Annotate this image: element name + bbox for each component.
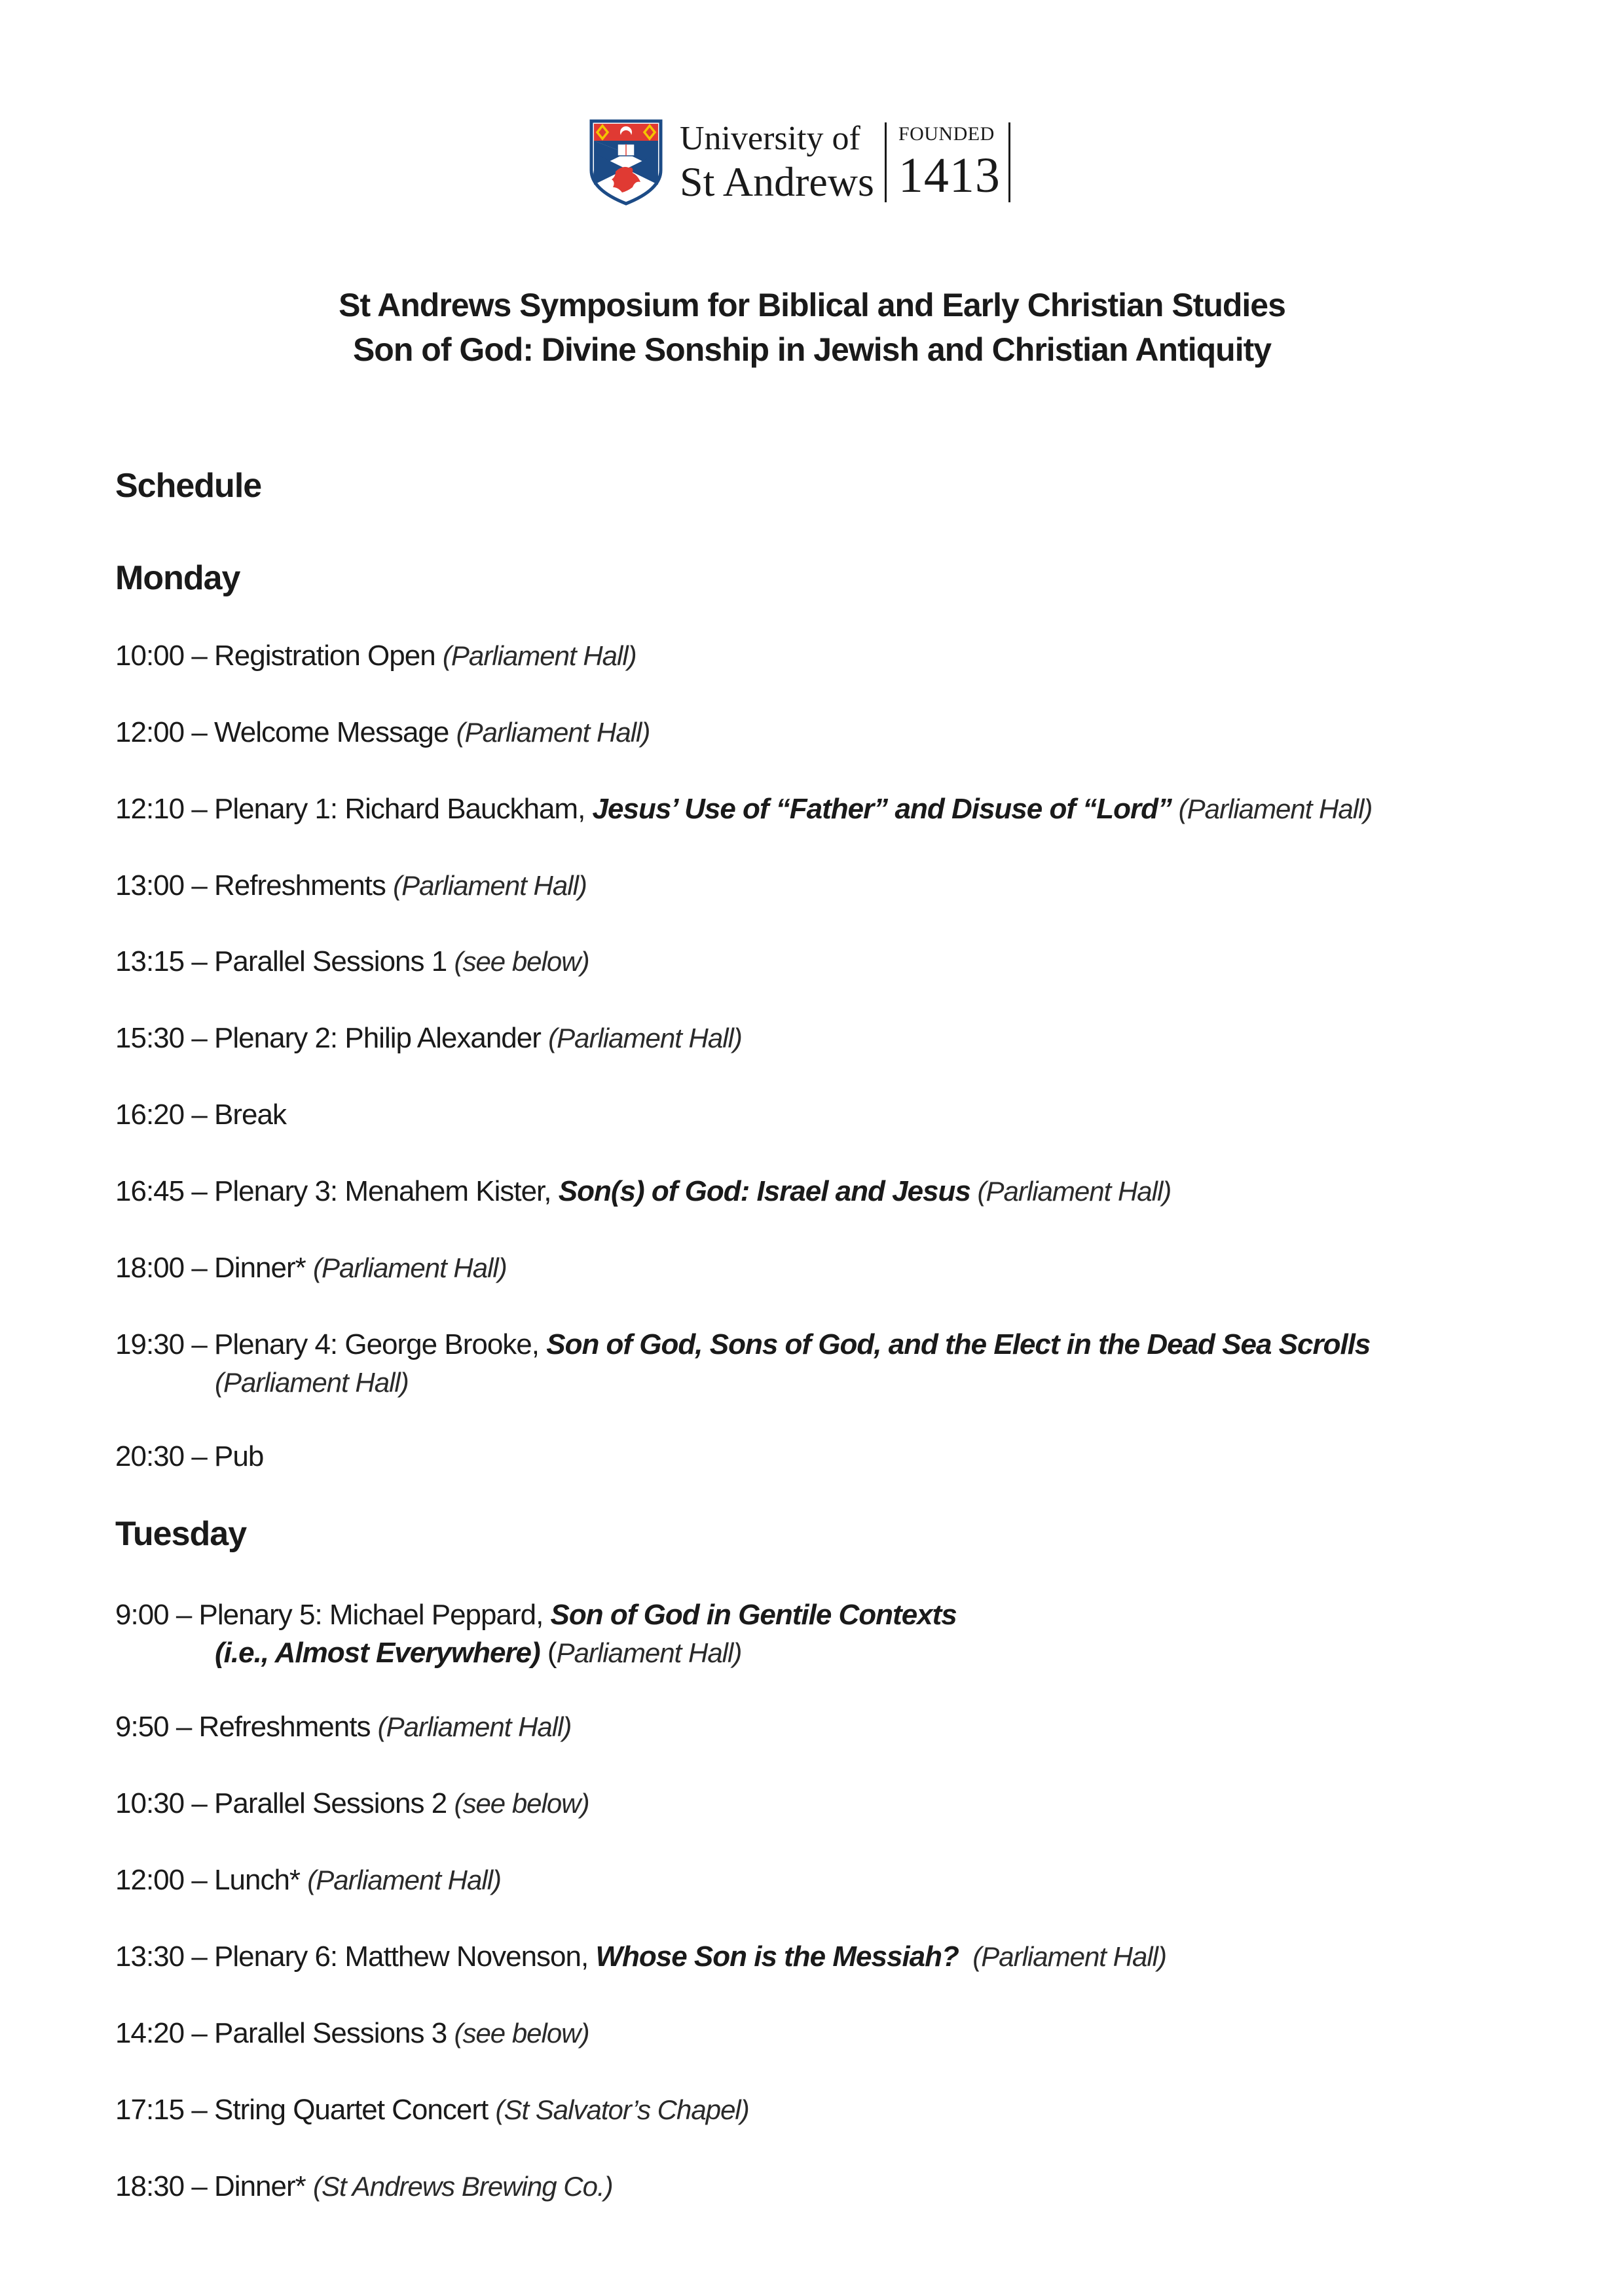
time-event: 12:00 – Welcome Message	[115, 716, 456, 748]
schedule-item	[115, 1249, 507, 1287]
university-logo	[589, 117, 1010, 208]
time-event: 17:15 – String Quartet Concert	[115, 2094, 496, 2126]
logo-divider-end	[1008, 122, 1010, 202]
talk-title: Son of God, Sons of God, and the Elect in the Dead Sea Scrolls	[546, 1328, 1371, 1360]
paren-open: (	[540, 1637, 557, 1669]
schedule-item	[115, 867, 587, 905]
time-event: 18:00 – Dinner*	[115, 1252, 313, 1284]
location: (Parliament Hall)	[958, 1941, 1166, 1972]
university-name-line1: University of	[680, 120, 860, 157]
time-event: 15:30 – Plenary 2: Philip Alexander	[115, 1022, 549, 1054]
time-event: 16:45 – Plenary 3: Menahem Kister,	[115, 1175, 559, 1207]
location: (Parliament Hall)	[970, 1176, 1172, 1207]
time-event: 14:20 – Parallel Sessions 3	[115, 2017, 454, 2049]
schedule-item	[115, 714, 650, 752]
schedule-item	[115, 2014, 589, 2052]
founded-block	[898, 123, 1001, 203]
talk-title: Son of God in Gentile Contexts	[550, 1599, 957, 1631]
talk-title: Jesus’ Use of “Father” and Disuse of “Lord”	[592, 793, 1172, 825]
university-crest-icon	[589, 119, 663, 206]
schedule-item	[115, 1096, 286, 1134]
document-title	[0, 283, 1624, 372]
time-event: 9:50 – Refreshments	[115, 1711, 378, 1743]
logo-divider	[885, 122, 887, 202]
location: (St Andrews Brewing Co.)	[313, 2171, 613, 2202]
day-heading-monday: Monday	[115, 559, 240, 597]
time-event: 10:00 – Registration Open	[115, 640, 443, 672]
time-event: 18:30 – Dinner*	[115, 2170, 313, 2202]
location: (Parliament Hall)	[548, 1023, 742, 1053]
time-event: 10:30 – Parallel Sessions 2	[115, 1787, 454, 1819]
founded-label: FOUNDED	[898, 123, 995, 145]
schedule-item	[115, 1173, 1171, 1211]
day-heading-tuesday: Tuesday	[115, 1515, 247, 1553]
talk-title: Son(s) of God: Israel and Jesus	[558, 1175, 970, 1207]
schedule-item	[115, 2168, 613, 2206]
time-event: 13:00 – Refreshments	[115, 869, 394, 902]
schedule-heading: Schedule	[115, 467, 262, 505]
schedule-item	[115, 1938, 1166, 1976]
time-event: 20:30 – Pub	[115, 1440, 264, 1472]
talk-title-continued: (i.e., Almost Everywhere)	[215, 1637, 540, 1669]
time-event: 13:15 – Parallel Sessions 1	[115, 945, 454, 977]
title-line-1: St Andrews Symposium for Biblical and Early Christian Studies	[339, 287, 1285, 323]
location: (Parliament Hall)	[1171, 793, 1373, 824]
location: Parliament Hall)	[556, 1637, 742, 1668]
schedule-item	[115, 1326, 1370, 1402]
time-event: 19:30 – Plenary 4: George Brooke,	[115, 1328, 547, 1360]
title-line-2: Son of God: Divine Sonship in Jewish and Christian Antiquity	[352, 331, 1272, 368]
schedule-item	[115, 1861, 501, 1899]
schedule-item	[115, 1438, 263, 1476]
location: (Parliament Hall)	[456, 717, 650, 748]
time-event: 9:00 – Plenary 5: Michael Peppard,	[115, 1599, 551, 1631]
location: (see below)	[454, 946, 589, 977]
time-event: 13:30 – Plenary 6: Matthew Novenson,	[115, 1941, 596, 1973]
continuation-line	[115, 1634, 957, 1672]
time-event: 12:10 – Plenary 1: Richard Bauckham,	[115, 793, 593, 825]
location: (Parliament Hall)	[377, 1711, 572, 1742]
location: (Parliament Hall)	[215, 1367, 409, 1398]
schedule-item	[115, 790, 1372, 828]
talk-title: Whose Son is the Messiah?	[595, 1941, 959, 1973]
location: (St Salvator’s Chapel)	[495, 2094, 749, 2125]
location: (see below)	[454, 1788, 589, 1819]
schedule-item	[115, 1708, 571, 1746]
location: (Parliament Hall)	[442, 640, 637, 671]
schedule-item	[115, 637, 637, 675]
location: (Parliament Hall)	[307, 1865, 502, 1895]
schedule-item	[115, 1596, 957, 1672]
university-name-line2: St Andrews	[680, 158, 874, 205]
schedule-item	[115, 1019, 742, 1057]
founded-year: 1413	[898, 148, 1001, 203]
schedule-item	[115, 1785, 589, 1823]
location: (see below)	[454, 2018, 589, 2049]
location: (Parliament Hall)	[393, 870, 587, 901]
university-name	[680, 122, 874, 203]
schedule-item	[115, 2091, 749, 2129]
time-event: 12:00 – Lunch*	[115, 1864, 308, 1896]
schedule-item	[115, 943, 589, 981]
time-event: 16:20 – Break	[115, 1099, 286, 1131]
location: (Parliament Hall)	[313, 1252, 507, 1283]
